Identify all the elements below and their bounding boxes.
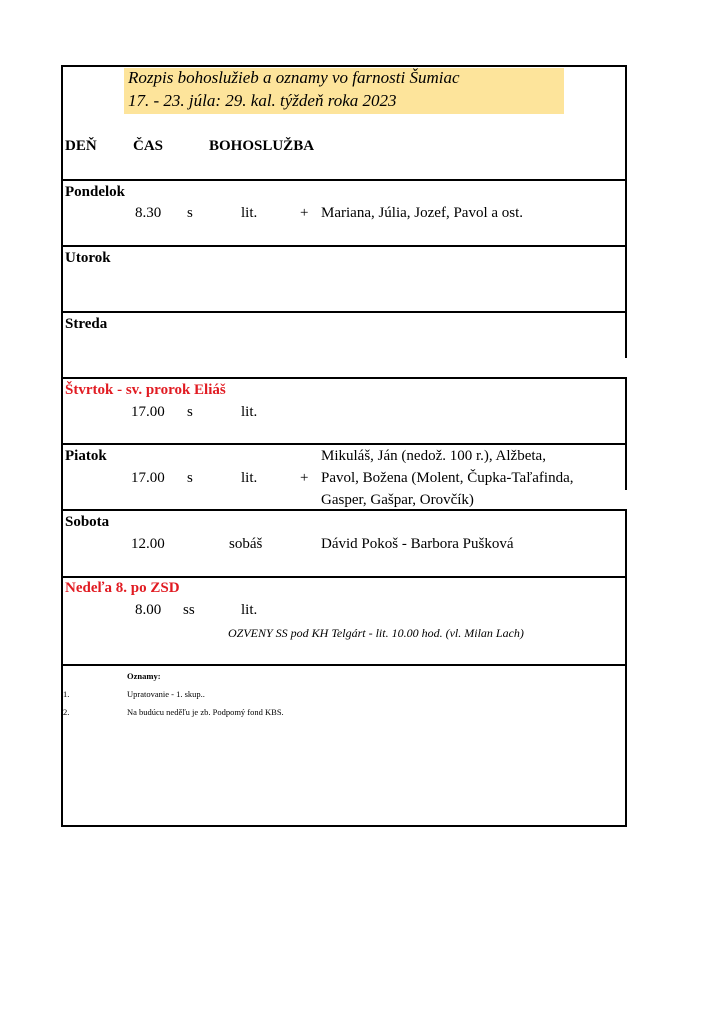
- frame-right-1: [625, 65, 627, 358]
- document-subtitle: 17. - 23. júla: 29. kal. týždeň roka 2023: [128, 91, 397, 110]
- monday-mark: +: [300, 205, 309, 221]
- announcement-number: 2.: [63, 707, 70, 717]
- saturday-time: 12.00: [131, 536, 165, 552]
- frame-right-2: [625, 378, 627, 490]
- row-divider: [61, 443, 627, 445]
- monday-time: 8.30: [135, 205, 162, 221]
- friday-mark: +: [300, 470, 309, 486]
- announcements-heading: Oznamy:: [127, 671, 161, 681]
- day-saturday: Sobota: [65, 514, 110, 530]
- sunday-type: lit.: [241, 602, 258, 618]
- day-sunday: Nedeľa 8. po ZSD: [65, 580, 180, 596]
- announcement-number: 1.: [63, 689, 70, 699]
- row-divider: [61, 377, 627, 379]
- announcement-text: Upratovanie - 1. skup..: [127, 689, 205, 699]
- day-wednesday: Streda: [65, 316, 108, 332]
- thursday-type: lit.: [241, 404, 258, 420]
- saturday-type: sobáš: [229, 536, 263, 552]
- thursday-lang: s: [187, 404, 193, 420]
- row-divider: [61, 664, 627, 666]
- document-title: Rozpis bohoslužieb a oznamy vo farnosti Šumiac: [128, 68, 460, 87]
- friday-intention-line: Mikuláš, Ján (nedož. 100 r.), Alžbeta,: [321, 448, 546, 464]
- sunday-lang: ss: [183, 602, 195, 618]
- row-divider: [61, 245, 627, 247]
- day-monday: Pondelok: [65, 184, 126, 200]
- day-tuesday: Utorok: [65, 250, 111, 266]
- row-divider: [61, 311, 627, 313]
- monday-type: lit.: [241, 205, 258, 221]
- row-divider: [61, 509, 627, 511]
- friday-type: lit.: [241, 470, 258, 486]
- frame-right-3: [625, 510, 627, 827]
- header-day: DEŇ: [65, 138, 97, 154]
- header-service: BOHOSLUŽBA: [209, 138, 315, 154]
- header-time: ČAS: [133, 138, 164, 154]
- monday-intention: Mariana, Júlia, Jozef, Pavol a ost.: [321, 205, 524, 221]
- sunday-time: 8.00: [135, 602, 162, 618]
- saturday-intention: Dávid Pokoš - Barbora Pušková: [321, 536, 514, 552]
- day-thursday: Štvrtok - sv. prorok Eliáš: [65, 382, 226, 398]
- frame-top: [61, 65, 627, 67]
- monday-lang: s: [187, 205, 193, 221]
- thursday-time: 17.00: [131, 404, 165, 420]
- announcement-text: Na budúcu neděľu je zb. Podpomý fond KBS.: [127, 707, 284, 717]
- friday-lang: s: [187, 470, 193, 486]
- row-divider: [61, 179, 627, 181]
- friday-intention-line: Gasper, Gašpar, Orovčík): [321, 492, 474, 508]
- friday-time: 17.00: [131, 470, 165, 486]
- sunday-note: OZVENY SS pod KH Telgárt - lit. 10.00 hod. (vl. Milan Lach): [228, 626, 524, 640]
- frame-bottom: [61, 825, 627, 827]
- friday-intention-line: Pavol, Božena (Molent, Čupka-Taľafinda,: [321, 470, 574, 486]
- row-divider: [61, 576, 627, 578]
- day-friday: Piatok: [65, 448, 107, 464]
